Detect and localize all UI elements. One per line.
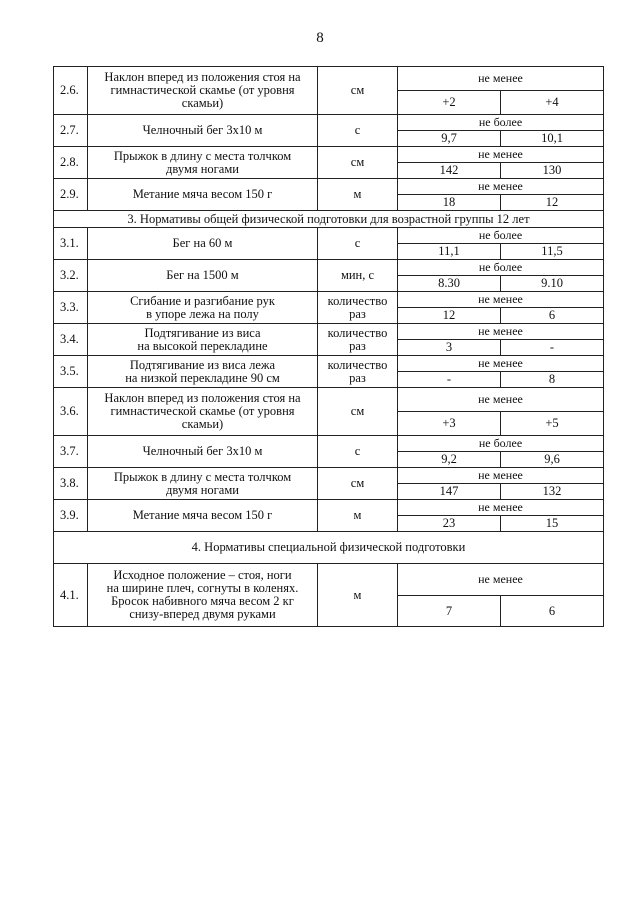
norm-number: 3.2. bbox=[54, 260, 88, 292]
norm-value-2: +5 bbox=[501, 412, 604, 436]
norm-condition: не менее bbox=[398, 292, 604, 308]
norm-name: Метание мяча весом 150 г bbox=[88, 179, 318, 211]
norm-value-2: 9,6 bbox=[501, 452, 604, 468]
norm-unit: м bbox=[318, 179, 398, 211]
norm-unit: количество раз bbox=[318, 324, 398, 356]
norms-table-body bbox=[54, 67, 604, 627]
norm-value-2: 10,1 bbox=[501, 131, 604, 147]
norm-value-2: 9.10 bbox=[501, 276, 604, 292]
norm-condition: не менее bbox=[398, 500, 604, 516]
page-number: 8 bbox=[316, 30, 324, 46]
norm-number: 3.1. bbox=[54, 228, 88, 260]
norm-unit: с bbox=[318, 228, 398, 260]
norm-name: Бег на 60 м bbox=[88, 228, 318, 260]
norm-row bbox=[54, 67, 604, 91]
norm-number: 3.3. bbox=[54, 292, 88, 324]
norm-condition: не менее bbox=[398, 356, 604, 372]
norm-row bbox=[54, 260, 604, 276]
norm-condition: не менее bbox=[398, 468, 604, 484]
norm-name: Метание мяча весом 150 г bbox=[88, 500, 318, 532]
norms-table bbox=[53, 66, 604, 627]
norm-unit: мин, с bbox=[318, 260, 398, 292]
norm-value-2: 11,5 bbox=[501, 244, 604, 260]
section-title: 3. Нормативы общей физической подготовки для возрастной группы 12 лет bbox=[54, 211, 604, 228]
norm-number: 3.7. bbox=[54, 436, 88, 468]
norm-unit: см bbox=[318, 67, 398, 115]
norm-value-2: - bbox=[501, 340, 604, 356]
norm-row bbox=[54, 468, 604, 484]
norm-number: 2.8. bbox=[54, 147, 88, 179]
norm-number: 3.6. bbox=[54, 388, 88, 436]
norm-number: 2.7. bbox=[54, 115, 88, 147]
norm-condition: не менее bbox=[398, 564, 604, 596]
norm-unit: см bbox=[318, 388, 398, 436]
norm-value-1: 8.30 bbox=[398, 276, 501, 292]
norm-row bbox=[54, 324, 604, 340]
norm-row bbox=[54, 356, 604, 372]
norm-name: Наклон вперед из положения стоя на гимнастической скамье (от уровня скамьи) bbox=[88, 67, 318, 115]
norm-unit: см bbox=[318, 147, 398, 179]
norm-condition: не менее bbox=[398, 324, 604, 340]
norm-condition: не более bbox=[398, 115, 604, 131]
norm-unit: количество раз bbox=[318, 292, 398, 324]
norm-value-1: 12 bbox=[398, 308, 501, 324]
norm-value-1: 142 bbox=[398, 163, 501, 179]
norm-name: Прыжок в длину с места толчком двумя ногами bbox=[88, 468, 318, 500]
norm-unit: м bbox=[318, 500, 398, 532]
norm-name: Наклон вперед из положения стоя на гимнастической скамье (от уровня скамьи) bbox=[88, 388, 318, 436]
norm-value-1: 9,2 bbox=[398, 452, 501, 468]
norm-value-2: 6 bbox=[501, 596, 604, 627]
norm-condition: не менее bbox=[398, 147, 604, 163]
norm-name: Бег на 1500 м bbox=[88, 260, 318, 292]
norm-row bbox=[54, 179, 604, 195]
section-row bbox=[54, 532, 604, 564]
norm-value-1: +3 bbox=[398, 412, 501, 436]
norm-name: Челночный бег 3х10 м bbox=[88, 436, 318, 468]
norm-number: 2.6. bbox=[54, 67, 88, 115]
norm-value-1: 18 bbox=[398, 195, 501, 211]
norm-row bbox=[54, 115, 604, 131]
norm-value-2: 8 bbox=[501, 372, 604, 388]
norm-condition: не менее bbox=[398, 388, 604, 412]
norm-name: Прыжок в длину с места толчком двумя ногами bbox=[88, 147, 318, 179]
norm-value-2: 6 bbox=[501, 308, 604, 324]
norm-condition: не более bbox=[398, 260, 604, 276]
norm-value-2: 130 bbox=[501, 163, 604, 179]
norm-row bbox=[54, 500, 604, 516]
norm-row bbox=[54, 292, 604, 308]
norm-value-2: 12 bbox=[501, 195, 604, 211]
norm-number: 2.9. bbox=[54, 179, 88, 211]
norm-row bbox=[54, 147, 604, 163]
norm-number: 3.4. bbox=[54, 324, 88, 356]
norm-condition: не менее bbox=[398, 67, 604, 91]
norm-name: Сгибание и разгибание рук в упоре лежа на полу bbox=[88, 292, 318, 324]
section-row bbox=[54, 211, 604, 228]
norm-value-2: +4 bbox=[501, 91, 604, 115]
norm-unit: с bbox=[318, 436, 398, 468]
norm-value-1: 11,1 bbox=[398, 244, 501, 260]
norm-value-1: 147 bbox=[398, 484, 501, 500]
norm-name: Челночный бег 3х10 м bbox=[88, 115, 318, 147]
norm-value-1: 23 bbox=[398, 516, 501, 532]
norm-value-1: +2 bbox=[398, 91, 501, 115]
norm-value-2: 15 bbox=[501, 516, 604, 532]
norm-value-1: - bbox=[398, 372, 501, 388]
norm-row bbox=[54, 388, 604, 412]
norm-unit: количество раз bbox=[318, 356, 398, 388]
norm-condition: не более bbox=[398, 228, 604, 244]
norm-name: Исходное положение – стоя, ноги на ширине плеч, согнуты в коленях. Бросок набивного мяча весом 2 кг снизу-вперед двумя руками bbox=[88, 564, 318, 627]
norm-condition: не более bbox=[398, 436, 604, 452]
norm-value-2: 132 bbox=[501, 484, 604, 500]
norm-row bbox=[54, 564, 604, 596]
norm-unit: см bbox=[318, 468, 398, 500]
norm-number: 4.1. bbox=[54, 564, 88, 627]
section-title: 4. Нормативы специальной физической подготовки bbox=[54, 532, 604, 564]
norm-row bbox=[54, 436, 604, 452]
norm-unit: с bbox=[318, 115, 398, 147]
norm-number: 3.9. bbox=[54, 500, 88, 532]
norm-row bbox=[54, 228, 604, 244]
norm-name: Подтягивание из виса лежа на низкой перекладине 90 см bbox=[88, 356, 318, 388]
norm-number: 3.5. bbox=[54, 356, 88, 388]
norm-unit: м bbox=[318, 564, 398, 627]
norm-value-1: 9,7 bbox=[398, 131, 501, 147]
norm-condition: не менее bbox=[398, 179, 604, 195]
norm-name: Подтягивание из виса на высокой перекладине bbox=[88, 324, 318, 356]
norm-value-1: 3 bbox=[398, 340, 501, 356]
norm-number: 3.8. bbox=[54, 468, 88, 500]
norm-value-1: 7 bbox=[398, 596, 501, 627]
